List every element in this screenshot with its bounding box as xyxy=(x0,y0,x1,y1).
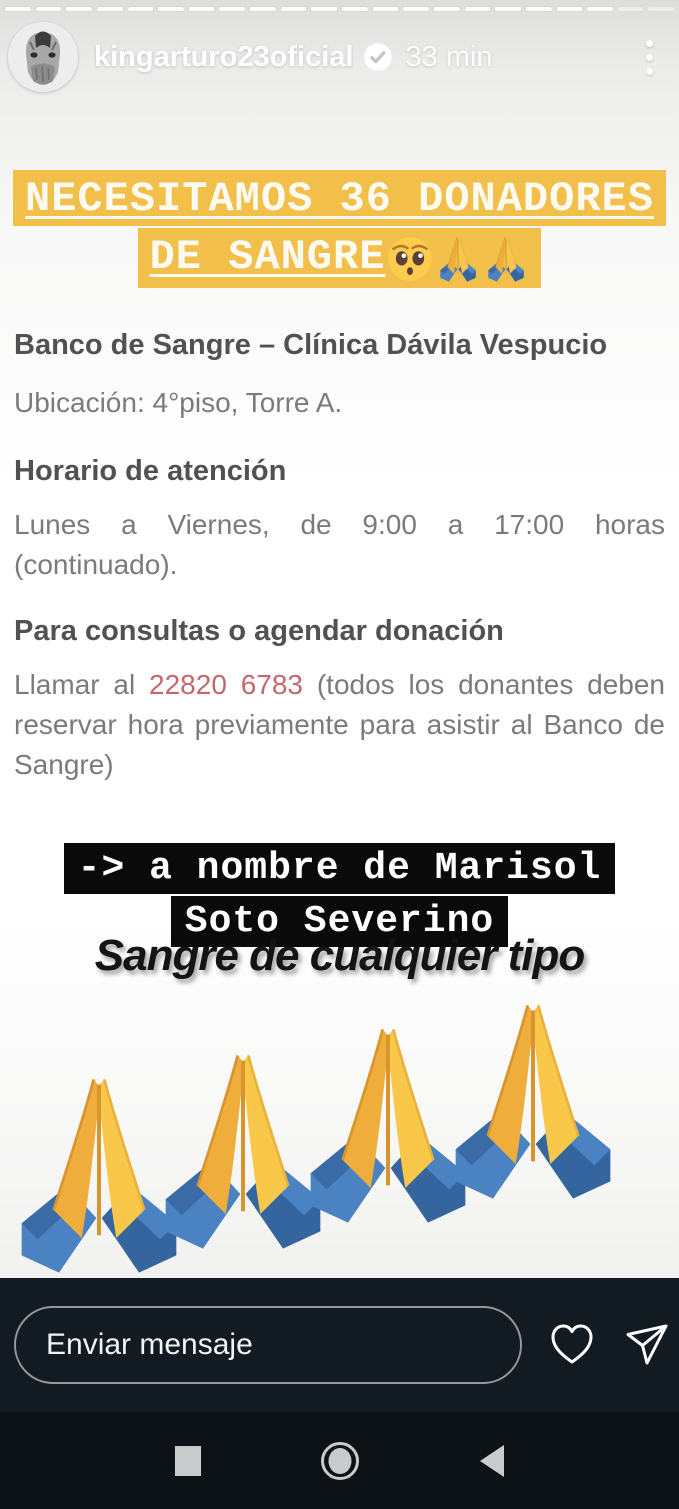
progress-segment xyxy=(97,7,123,11)
progress-segment xyxy=(250,7,276,11)
share-icon[interactable] xyxy=(622,1321,670,1369)
folded-hands-icon xyxy=(435,236,481,282)
verified-badge-icon xyxy=(363,42,393,72)
contact-prefix: Llamar al xyxy=(14,669,150,700)
progress-segment xyxy=(557,7,583,11)
banner-line2: Soto Severino xyxy=(171,896,508,947)
progress-segment xyxy=(618,7,644,11)
heart-icon[interactable] xyxy=(548,1321,596,1369)
progress-segment xyxy=(219,7,245,11)
folded-hands-emoji xyxy=(448,1000,618,1200)
clinic-location: Ubicación: 4°piso, Torre A. xyxy=(14,387,343,418)
progress-segment xyxy=(465,7,491,11)
progress-segment xyxy=(587,7,613,11)
story-header xyxy=(8,22,669,92)
progress-segment xyxy=(281,7,307,11)
progress-segment xyxy=(158,7,184,11)
headline-line2: DE SANGRE xyxy=(149,233,386,281)
progress-segment xyxy=(66,7,92,11)
avatar[interactable] xyxy=(8,22,78,92)
blood-type-slogan: Sangre de cualquier tipo xyxy=(94,931,585,980)
progress-segment xyxy=(5,7,31,11)
progress-segment xyxy=(311,7,337,11)
progress-segment xyxy=(526,7,552,11)
folded-hands-row xyxy=(0,1000,679,1270)
pleading-face-icon xyxy=(387,236,433,282)
contact-suffix: (todos los donantes deben reservar hora previamente para asistir al Banco de Sangre) xyxy=(14,669,665,780)
hours-heading: Horario de atención xyxy=(14,455,287,487)
story-body-text xyxy=(14,325,665,785)
banner-line1: -> a nombre de Marisol xyxy=(64,843,616,894)
progress-segment xyxy=(434,7,460,11)
android-nav-bar xyxy=(0,1412,679,1509)
username[interactable]: kingarturo23oficial xyxy=(94,40,354,73)
back-button[interactable] xyxy=(416,1431,568,1491)
progress-segment xyxy=(342,7,368,11)
recents-button[interactable] xyxy=(112,1431,264,1491)
clinic-title: Banco de Sangre – Clínica Dávila Vespucio xyxy=(14,329,608,361)
circle-icon xyxy=(320,1441,360,1481)
contact-text xyxy=(14,665,665,785)
progress-segment xyxy=(495,7,521,11)
home-button[interactable] xyxy=(264,1431,416,1491)
story-timestamp: 33 min xyxy=(405,40,493,73)
progress-segment xyxy=(373,7,399,11)
story-progress-bar xyxy=(5,7,674,11)
phone-number: 22820 6783 xyxy=(149,669,304,700)
kebab-menu-icon[interactable] xyxy=(629,29,669,85)
progress-segment xyxy=(189,7,215,11)
headline-line1: NECESITAMOS 36 DONADORES xyxy=(13,170,666,226)
message-bar xyxy=(0,1278,679,1412)
story-headline xyxy=(0,170,679,288)
contact-heading: Para consultas o agendar donación xyxy=(14,615,504,647)
progress-segment xyxy=(648,7,674,11)
progress-segment xyxy=(36,7,62,11)
avatar-image xyxy=(8,22,78,92)
progress-segment xyxy=(403,7,429,11)
progress-segment xyxy=(128,7,154,11)
folded-hands-icon xyxy=(483,236,529,282)
square-icon xyxy=(175,1446,201,1476)
triangle-left-icon xyxy=(480,1445,504,1477)
send-message-input[interactable] xyxy=(14,1306,522,1384)
hours-text: Lunes a Viernes, de 9:00 a 17:00 horas (continuado). xyxy=(14,509,665,580)
